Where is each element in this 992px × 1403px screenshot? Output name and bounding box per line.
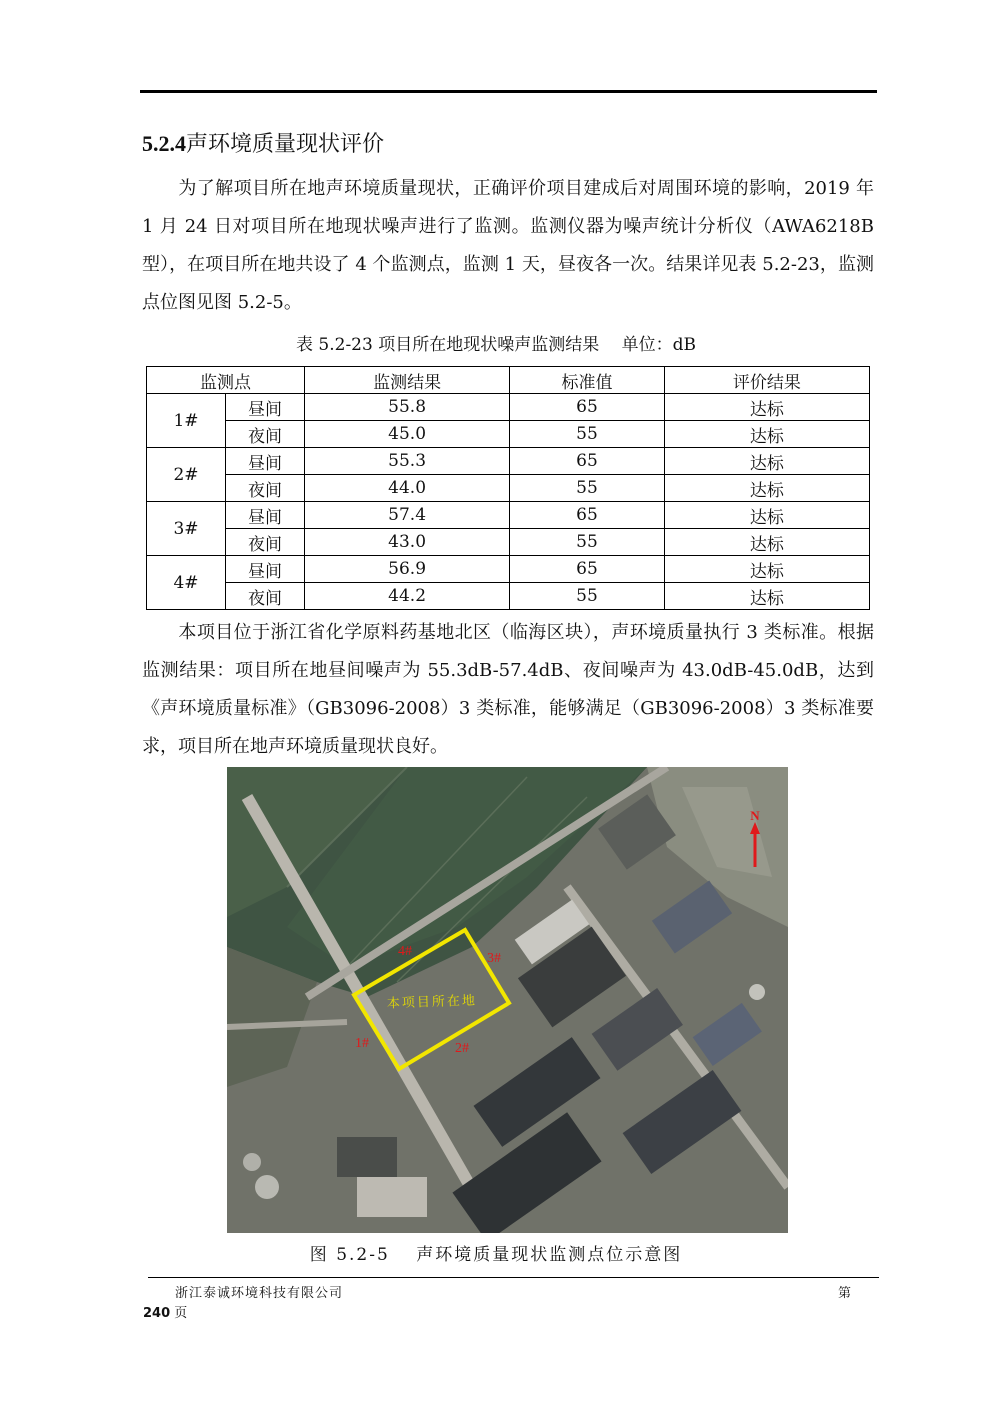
section-number: 5.2.4 <box>142 131 186 156</box>
evaluation: 达标 <box>664 475 869 502</box>
conclusion-paragraph-text: 本项目位于浙江省化学原料药基地北区（临海区块），声环境质量执行 3 类标准。根据监测结果：项目所在地昼间噪声为 55.3dB-57.4dB、夜间噪声为 43.0dB-45.0dB，达到《声环境质量标准》（GB3096-2008）3 类标准，能够满足（GB3096-2008）3 类标准要求，项目所在地声环境质量现状良好。 <box>142 622 874 757</box>
result-value: 56.9 <box>305 556 510 583</box>
result-value: 55.8 <box>305 394 510 421</box>
table-header-row <box>147 367 870 394</box>
section-heading <box>142 128 384 161</box>
table-row <box>147 556 870 583</box>
table-caption: 表 5.2-23 项目所在地现状噪声监测结果 单位：dB <box>296 335 696 355</box>
period: 夜间 <box>226 421 305 448</box>
header-result: 监测结果 <box>305 367 510 394</box>
conclusion-paragraph <box>142 614 874 766</box>
satellite-map <box>227 767 788 1233</box>
satellite-map-graphic <box>227 767 788 1233</box>
header-evaluation: 评价结果 <box>664 367 869 394</box>
result-value: 57.4 <box>305 502 510 529</box>
footer-company: 浙江泰诚环境科技有限公司 <box>175 1286 344 1301</box>
standard-value: 65 <box>510 556 665 583</box>
standard-value: 65 <box>510 394 665 421</box>
evaluation: 达标 <box>664 421 869 448</box>
point-3-marker: 3# <box>487 951 501 966</box>
footer-page <box>143 1302 187 1321</box>
intro-paragraph-text: 为了解项目所在地声环境质量现状，正确评价项目建成后对周围环境的影响，2019 年 1 月 24 日对项目所在地现状噪声进行了监测。监测仪器为噪声统计分析仪（AWA6218B 型），在项目所在地共设了 4 个监测点，监测 1 天，昼夜各一次。结果详见表 5.2-23，监测点位图见图 5.2-5。 <box>142 178 874 313</box>
point-id: 3# <box>147 502 226 556</box>
table-row <box>147 583 870 610</box>
standard-value: 65 <box>510 502 665 529</box>
table-row <box>147 448 870 475</box>
evaluation: 达标 <box>664 394 869 421</box>
table-row <box>147 475 870 502</box>
point-id: 1# <box>147 394 226 448</box>
period: 昼间 <box>226 502 305 529</box>
point-2-marker: 2# <box>455 1041 469 1056</box>
footer-rule <box>148 1277 879 1278</box>
result-value: 43.0 <box>305 529 510 556</box>
table-row <box>147 502 870 529</box>
period: 昼间 <box>226 394 305 421</box>
header-point: 监测点 <box>147 367 305 394</box>
footer-page-prefix: 第 <box>838 1286 852 1301</box>
figure-caption: 图 5.2-5 声环境质量现状监测点位示意图 <box>309 1245 683 1265</box>
point-4-marker: 4# <box>398 944 412 959</box>
evaluation: 达标 <box>664 529 869 556</box>
result-value: 44.0 <box>305 475 510 502</box>
page-number: 240 <box>143 1306 171 1321</box>
point-id: 4# <box>147 556 226 610</box>
standard-value: 65 <box>510 448 665 475</box>
header-standard: 标准值 <box>510 367 665 394</box>
result-value: 55.3 <box>305 448 510 475</box>
result-value: 45.0 <box>305 421 510 448</box>
table-row <box>147 421 870 448</box>
standard-value: 55 <box>510 475 665 502</box>
monitoring-results-table <box>146 366 870 610</box>
standard-value: 55 <box>510 421 665 448</box>
period: 夜间 <box>226 529 305 556</box>
table-row <box>147 394 870 421</box>
standard-value: 55 <box>510 583 665 610</box>
page-suffix: 页 <box>170 1306 188 1321</box>
period: 夜间 <box>226 475 305 502</box>
intro-paragraph <box>142 170 874 322</box>
period: 昼间 <box>226 448 305 475</box>
period: 昼间 <box>226 556 305 583</box>
north-label: N <box>750 808 760 823</box>
evaluation: 达标 <box>664 556 869 583</box>
result-value: 44.2 <box>305 583 510 610</box>
evaluation: 达标 <box>664 583 869 610</box>
evaluation: 达标 <box>664 502 869 529</box>
point-id: 2# <box>147 448 226 502</box>
point-1-marker: 1# <box>355 1036 369 1051</box>
site-label: 本项目所在地 <box>386 993 478 1012</box>
section-title: 声环境质量现状评价 <box>186 132 385 157</box>
header-rule <box>140 90 877 93</box>
period: 夜间 <box>226 583 305 610</box>
evaluation: 达标 <box>664 448 869 475</box>
standard-value: 55 <box>510 529 665 556</box>
table-row <box>147 529 870 556</box>
